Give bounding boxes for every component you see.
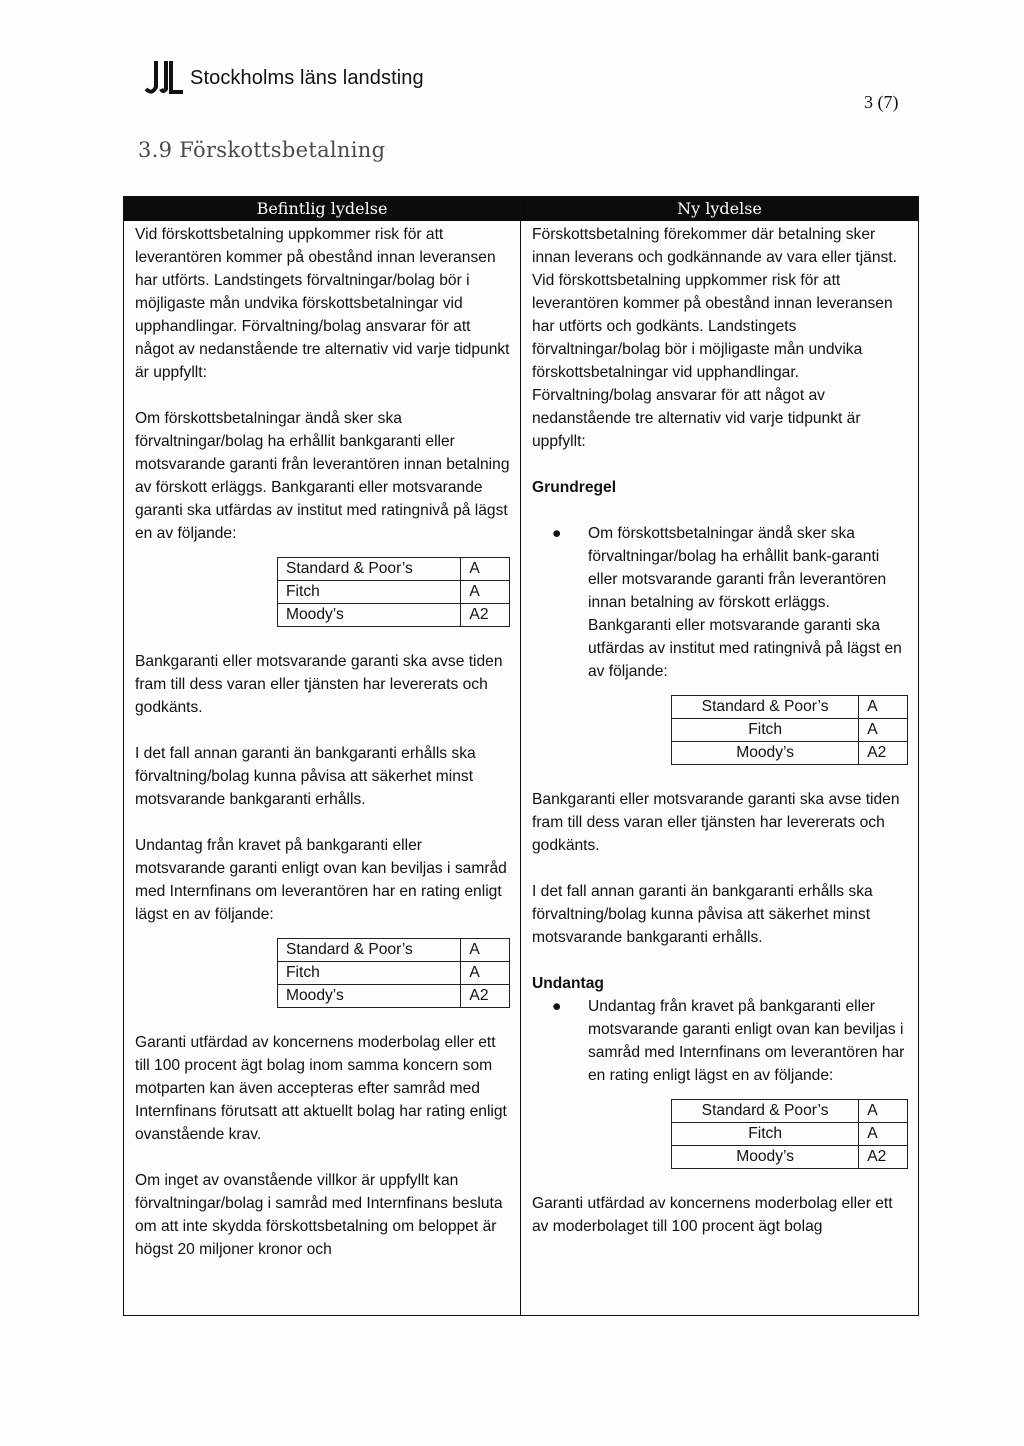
list-item-text: Om förskottsbetalningar ändå sker ska förvaltningar/bolag ha erhållit bank-garanti eller motsvarande garanti från leverantören innan betalning av förskott erläggs. Bankgaranti eller motsvarande garanti ska utfärdas av institut med ratingnivå på lägst en av följande: [588,525,902,680]
table-row [278,939,510,962]
table-row [278,985,510,1008]
rating-agency: Fitch [672,719,859,742]
paragraph: Förskottsbetalning förekommer där betalning sker innan leverans och godkännande av vara eller tjänst. [532,226,897,266]
rating-agency: Moody’s [672,742,859,765]
rating-grade: A2 [859,742,908,765]
column-body-new [521,221,918,1238]
page-header [140,58,424,98]
rating-table [671,1099,908,1169]
table-row [278,962,510,985]
rating-grade: A [859,1100,908,1123]
table-row [278,558,510,581]
rating-grade: A [461,939,510,962]
table-row [672,1100,908,1123]
page-number: 3 (7) [864,92,899,112]
paragraph: Garanti utfärdad av koncernens moderbolag eller ett av moderbolaget till 100 procent ägt bolag [532,1195,893,1235]
table-row [672,1123,908,1146]
paragraph: Vid förskottsbetalning uppkommer risk för att leverantören kommer på obestånd innan leveransen har utförts och godkänts. Landstingets förvaltningar/bolag bör i möjligaste mån undvika förskottsbetalningar vid upphandlingar. Förvaltning/bolag ansvarar för att något av nedanstående tre alternativ vid varje tidpunkt är uppfyllt: [532,272,893,450]
rating-table [277,557,510,627]
rating-grade: A [461,558,510,581]
paragraph: Om inget av ovanstående villkor är uppfyllt kan förvaltningar/bolag i samråd med Internfinans besluta om att inte skydda förskottsbetalning om beloppet är högst 20 miljoner kronor och [135,1172,503,1258]
paragraph: I det fall annan garanti än bankgaranti erhålls ska förvaltning/bolag kunna påvisa att säkerhet minst motsvarande bankgaranti erhålls. [532,883,873,946]
rating-agency: Standard & Poor’s [672,1100,859,1123]
rating-grade: A [859,719,908,742]
rating-grade: A [859,1123,908,1146]
bullet-icon: ● [552,998,562,1015]
paragraph: Vid förskottsbetalning uppkommer risk för att leverantören kommer på obestånd innan leveransen har utförts. Landstingets förvaltningar/bolag bör i möjligaste mån undvika förskottsbetalningar vid upphandlingar. Förvaltning/bolag ansvarar för att något av nedanstående tre alternativ vid varje tidpunkt är uppfyllt: [135,226,510,381]
table-row [672,1146,908,1169]
paragraph: Garanti utfärdad av koncernens moderbolag eller ett till 100 procent ägt bolag inom samma koncern som motparten kan även accepteras efter samråd med Internfinans förutsatt att aktuellt bolag har rating enligt ovanstående krav. [135,1034,507,1143]
table-row [278,604,510,627]
column-current-wording [124,197,521,1315]
sll-logo-icon [140,59,184,97]
section-title: 3.9 Förskottsbetalning [138,138,386,162]
paragraph: I det fall annan garanti än bankgaranti erhålls ska förvaltning/bolag kunna påvisa att säkerhet minst motsvarande bankgaranti erhålls. [135,745,476,808]
rating-agency: Moody’s [278,604,461,627]
column-heading-new: Ny lydelse [521,197,918,221]
subheading-basic-rule: Grundregel [532,479,617,496]
list-item [532,995,908,1087]
rating-agency: Fitch [278,962,461,985]
list-item-text: Undantag från kravet på bankgaranti eller motsvarande garanti enligt ovan kan beviljas i samråd med Internfinans om leverantören har en rating enligt lägst en av följande: [588,998,905,1084]
table-row [672,719,908,742]
column-new-wording [521,197,918,1315]
bullet-icon: ● [552,525,562,542]
table-row [672,696,908,719]
list-item [532,522,908,683]
column-heading-current: Befintlig lydelse [124,197,520,221]
rating-agency: Moody’s [278,985,461,1008]
paragraph: Undantag från kravet på bankgaranti eller motsvarande garanti enligt ovan kan beviljas i samråd med Internfinans om leverantören har en rating enligt lägst en av följande: [135,837,507,923]
table-row [278,581,510,604]
column-body-current [124,221,520,1261]
rating-grade: A2 [461,985,510,1008]
rating-grade: A2 [461,604,510,627]
paragraph: Om förskottsbetalningar ändå sker ska förvaltningar/bolag ha erhållit bankgaranti eller motsvarande garanti från leverantören innan betalning av förskott erläggs. Bankgaranti eller motsvarande garanti ska utfärdas av institut med ratingnivå på lägst en av följande: [135,410,510,542]
subheading-exception: Undantag [532,975,604,992]
paragraph: Bankgaranti eller motsvarande garanti ska avse tiden fram till dess varan eller tjänsten har levererats och godkänts. [532,791,900,854]
rating-agency: Fitch [278,581,461,604]
rating-grade: A2 [859,1146,908,1169]
organization-name: Stockholms läns landsting [190,66,424,89]
rating-grade: A [859,696,908,719]
rating-table [277,938,510,1008]
rating-agency: Standard & Poor’s [278,939,461,962]
rating-agency: Standard & Poor’s [278,558,461,581]
rating-agency: Fitch [672,1123,859,1146]
paragraph: Bankgaranti eller motsvarande garanti ska avse tiden fram till dess varan eller tjänsten har levererats och godkänts. [135,653,503,716]
comparison-table [123,196,919,1316]
rating-agency: Standard & Poor’s [672,696,859,719]
rating-table [671,695,908,765]
rating-grade: A [461,581,510,604]
rating-grade: A [461,962,510,985]
rating-agency: Moody’s [672,1146,859,1169]
table-row [672,742,908,765]
